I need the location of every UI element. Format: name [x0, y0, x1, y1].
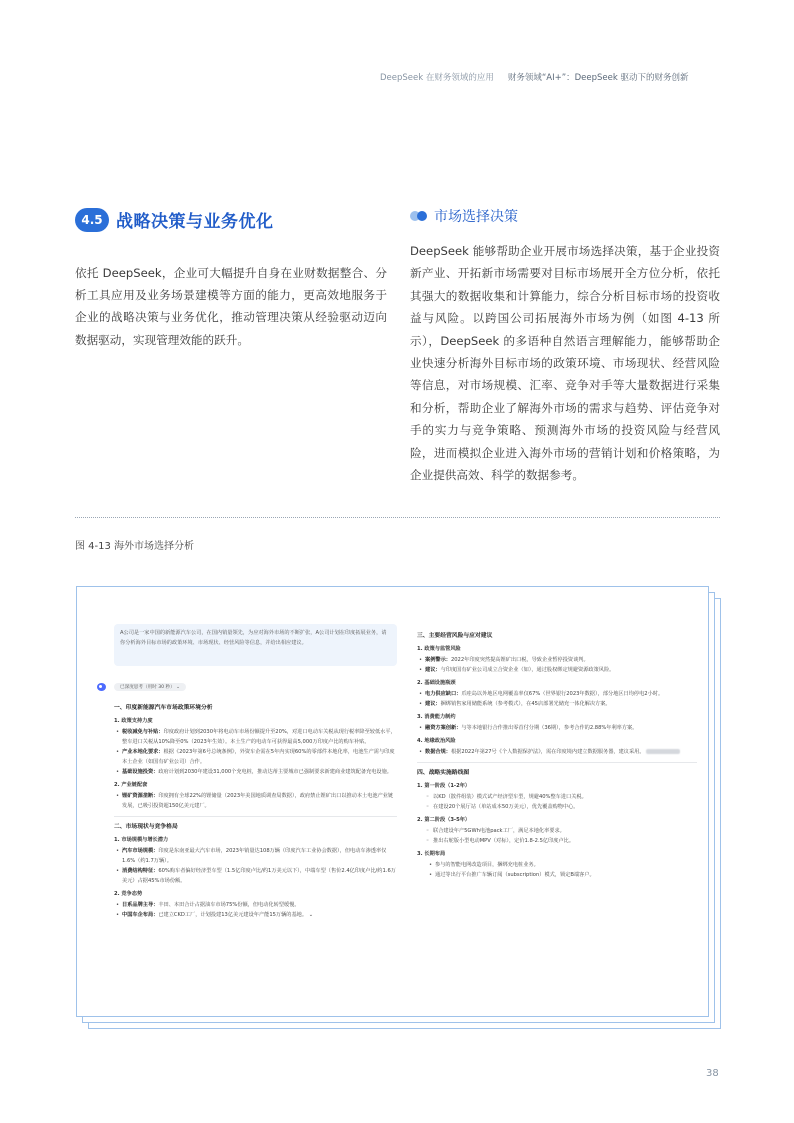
subsection-title: 市场选择决策	[434, 209, 518, 225]
list-item: ◦ 推出右舵版小型电动MPV（对标），定价1.8-2.5亿印度卢比。	[417, 836, 697, 846]
answer-subheading: 1. 政策支持力度	[114, 718, 153, 724]
header-section-ref: DeepSeek 在财务领域的应用	[380, 73, 494, 83]
list-item: • 产业本地化要求：根据《2023年第6号总统条例》，外资车企需在5年内实现60%的零部件本地化率，电池生产需与印度本土企业（如国有矿业公司）合作。	[114, 747, 397, 767]
section-intro: 依托 DeepSeek，企业可大幅提升自身在业财数据整合、分析工具应用及业务场景建模等方面的能力，更高效地服务于企业的战略决策与业务优化，推动管理决策从经验驱动迈向数据驱动，实现管理效能的跃升。	[75, 266, 387, 347]
list-item: • 电力供应缺口：爪哇岛以外地区电网覆盖率仅67%（世界银行2023年数据），部分地区日均停电2小时。	[417, 689, 697, 699]
figure-screenshot	[76, 586, 709, 1017]
section-title: 战略决策与业务优化	[116, 212, 274, 232]
answer-heading: 三、主要经营风险与应对建议	[417, 633, 493, 639]
subsection-heading	[410, 206, 518, 226]
divider	[114, 816, 397, 817]
list-item: ◦ 联合建设年产5GWh电池pack工厂，满足本地化率要求。	[417, 826, 697, 836]
figure-caption: 图 4-13 海外市场选择分析	[75, 541, 195, 552]
answer-subheading: 1. 市场规模与增长潜力	[114, 837, 169, 843]
subsection-body: DeepSeek 能够帮助企业开展市场选择决策，基于企业投资新产业、开拓新市场需要对目标市场展开全方位分析，依托其强大的数据收集和计算能力，综合分析目标市场的投资收益与风险。以跨国公司拓展海外市场为例（如图 4-13 所示），DeepSeek 的多语种自然语言理解能力，能够帮助企业快速分析海外目标市场的政策环境、市场现状、经营风险等信息，对市场规模、汇率、竞争对手等大量数据进行采集和分析，帮助企业了解海外市场的需求与趋势、评估竞争对手的实力与竞争策略、预测海外市场的投资风险与经营风险，进而模拟企业进入海外市场的营销计划和价格策略，为企业提供高效、科学的数据参考。	[410, 244, 720, 483]
list-item: • 中国车企布局：已建立CKD工厂，计划投建13亿美元建设年产能15万辆的基地。 ⌄	[114, 910, 397, 920]
thinking-pill[interactable]: 已深度思考（用时 30 秒） ⌄	[114, 683, 186, 691]
list-item: • 建议：捆绑销售家用储能系统（参考模式），在45店部署光储充一体化解决方案。	[417, 699, 697, 709]
thinking-indicator[interactable]	[97, 683, 186, 691]
phase-heading: 2. 第二阶段（3-5年）	[417, 817, 471, 823]
phase-heading: 3. 长期布局	[417, 851, 446, 857]
list-item: • 数据合规：根据2022年第27号《个人数据保护法》，需在印度境内建立数据服务器，建议采用。	[417, 747, 697, 757]
list-item: • 建议：与印度国有矿业公司成立合资企业（如），通过股权绑定规避资源政策风险。	[417, 665, 697, 675]
list-item: • 基础设施投资：政府计划到2030年建设31,000个充电桩，推动达蒂主要城市已强制要求新建商业建筑配备充电设施。	[114, 767, 397, 777]
answer-subheading: 1. 政策与监管风险	[417, 646, 461, 652]
list-item: ◦ 以KD（散件组装）模式试产经济型车型，规避40%整车进口关税。	[417, 792, 697, 802]
section-heading	[75, 207, 274, 232]
list-item: • 案例警示：2022年印度突然提高锂矿出口税，导致企业暂停投资谈判。	[417, 655, 697, 665]
page-number: 38	[706, 1068, 719, 1079]
answer-heading: 二、市场现状与竞争格局	[114, 824, 178, 830]
chat-prompt-bubble: A公司是一家中国的新能源汽车公司，在国内销量领先，为应对海外市场的不断扩张，A公司计划在印度拓展业务，请你分析海外目标市场的政策环境、市场现状、经营风险等信息，并给出相应建议。	[114, 624, 397, 666]
list-item: ◦ 在建设20个展厅站（单站成本50万美元），优先覆盖购物中心。	[417, 802, 697, 812]
answer-subheading: 2. 产业链配套	[114, 782, 148, 788]
answer-heading: 四、战略实施路线图	[417, 770, 470, 776]
list-item: • 日系品牌主导：丰田、本田合计占据油车市场75%份额，但电动化转型缓慢。	[114, 900, 397, 910]
divider	[417, 762, 697, 763]
answer-right-column	[417, 627, 697, 880]
answer-subheading: 2. 竞争态势	[114, 891, 143, 897]
list-item: • 锂矿资源垄断：印度拥有全球22%的锂储量（2023年美国地质调查局数据），政府禁止锂矿出口以推动本土电池产业链发展，已吸引投资超150亿美元建厂。	[114, 791, 397, 811]
list-item: • 消费结构特征：60%购车者偏好经济型车型（1.5亿印度卢比/约1万美元以下），中端车型（售价2.4亿印度卢比/约1.6万美元）占据45%市场份额。	[114, 866, 397, 886]
answer-left-column	[114, 699, 397, 920]
list-item: • 汽车市场规模：印度是东南亚最大汽车市场，2023年销量达108万辆（印度汽车工业协会数据），但电动车渗透率仅1.6%（约1.7万辆）。	[114, 846, 397, 866]
answer-subheading: 4. 地缘政治风险	[417, 738, 456, 744]
chevron-down-icon[interactable]: ⌄	[308, 912, 314, 918]
bullet-dots-icon	[410, 210, 430, 222]
deepseek-logo-icon	[97, 683, 106, 691]
list-item: • 税收减免与补贴：印度政府计划到2030年将电动车市场份额提升至20%，对进口电动车关税从现行税率降至较低水平，整车进口关税从10%降至0%（2023年生效）。本土生产的电动车可获得最高5,000万印度卢比的购车补贴。	[114, 727, 397, 747]
answer-subheading: 3. 消费能力制约	[417, 714, 456, 720]
list-item: • 通过等出行平台推广车辆订阅（subscription）模式，锁定B端客户。	[417, 870, 697, 880]
phase-heading: 1. 第一阶段（1-2年）	[417, 783, 471, 789]
running-header	[380, 71, 720, 83]
section-number-badge: 4.5	[75, 208, 109, 232]
answer-subheading: 2. 基础设施瓶颈	[417, 680, 456, 686]
divider	[75, 517, 720, 518]
answer-heading: 一、印度新能源汽车市场政策环境分析	[114, 705, 213, 711]
header-chapter-ref: 财务领域“AI+”：DeepSeek 驱动下的财务创新	[507, 73, 689, 83]
list-item: • 参与的智能电网改造项目，捆绑充电桩业务。	[417, 860, 697, 870]
list-item: • 融资方案创新：与等本地银行合作推出零首付分期（36期），参考合作的2.88%年利率方案。	[417, 723, 697, 733]
thinking-label: 已深度思考（用时 30 秒）	[120, 685, 175, 690]
